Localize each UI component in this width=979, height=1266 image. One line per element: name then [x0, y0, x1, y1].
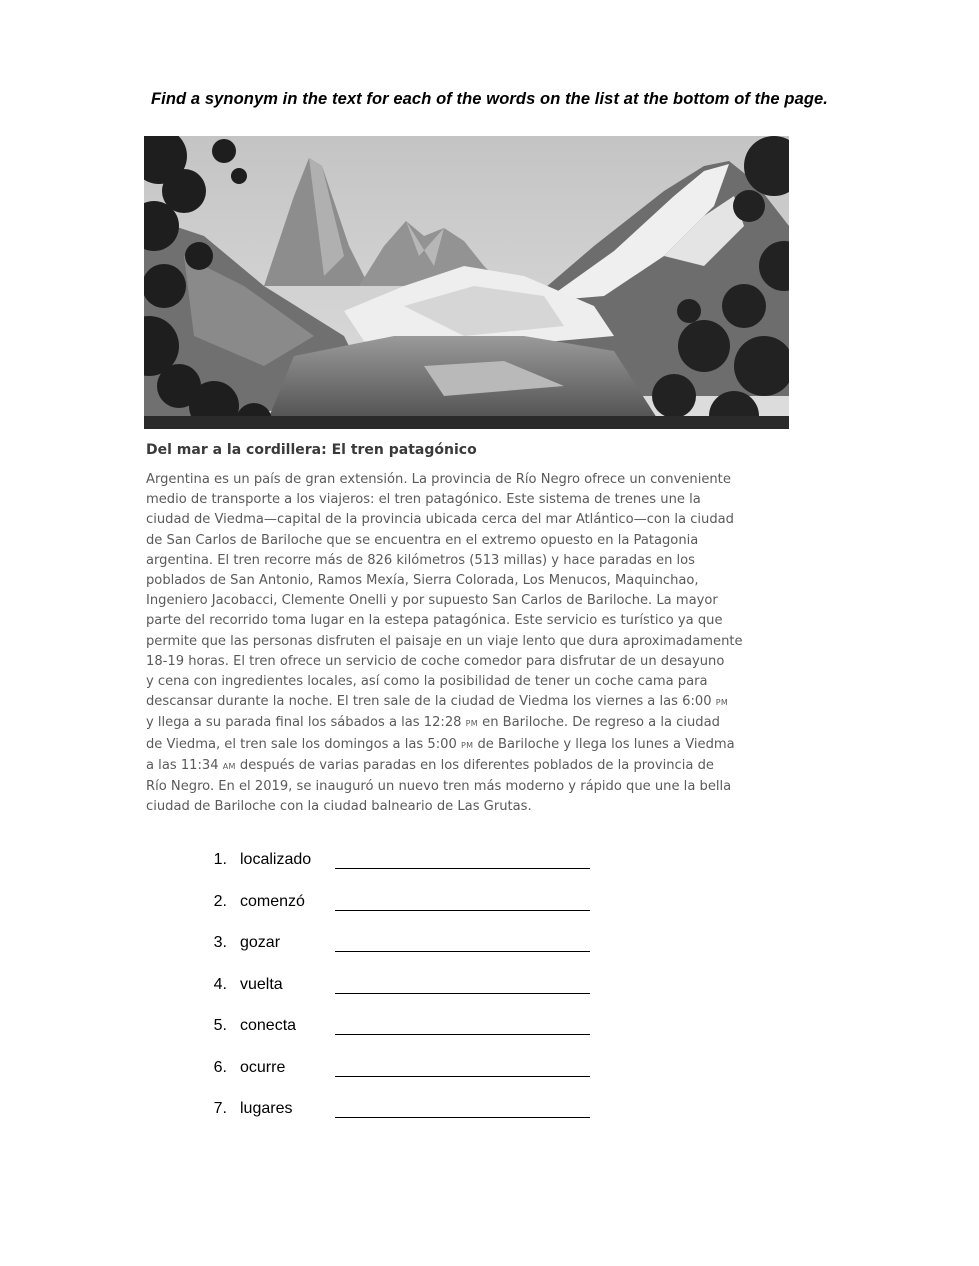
vocab-word: ocurre — [240, 1058, 286, 1076]
answer-blank[interactable] — [335, 951, 590, 952]
vocab-number: 3. — [213, 934, 227, 951]
article-line: medio de transporte a los viajeros: el tren patagónico. Este sistema de trenes une la — [146, 492, 701, 508]
answer-blank[interactable] — [335, 868, 590, 869]
answer-blank[interactable] — [335, 1117, 590, 1118]
article-line: Río Negro. En el 2019, se inauguró un nuevo tren más moderno y rápido que une la bella — [146, 779, 732, 795]
vocab-number: 5. — [213, 1017, 227, 1034]
vocab-word: localizado — [240, 851, 312, 868]
article-line: argentina. El tren recorre más de 826 kilómetros (513 millas) y hace paradas en los — [146, 552, 696, 568]
mountain-photo — [144, 136, 789, 429]
vocab-word: lugares — [240, 1100, 293, 1117]
article-line: poblados de San Antonio, Ramos Mexía, Sierra Colorada, Los Menucos, Maquinchao, — [146, 573, 699, 589]
vocab-word: conecta — [240, 1017, 297, 1034]
article-line: y cena con ingredientes locales, así como la posibilidad de tener un coche cama para — [146, 674, 708, 690]
article-line: ciudad de Bariloche con la ciudad balneario de Las Grutas. — [146, 799, 532, 815]
vocab-number: 6. — [213, 1058, 227, 1076]
article-line: permite que las personas disfruten el paisaje en un viaje lento que dura aproximadamente — [146, 633, 743, 649]
article-line: de San Carlos de Bariloche que se encuentra en el extremo opuesto en la Patagonia — [146, 532, 699, 548]
vocab-word: comenzó — [240, 892, 305, 910]
answer-blank[interactable] — [335, 1034, 590, 1035]
instructions: Find a synonym in the text for each of the words on the list at the bottom of the page. — [151, 90, 828, 108]
answer-blank[interactable] — [335, 993, 590, 994]
article-line: descansar durante la noche. El tren sale de la ciudad de Viedma los viernes a las 6:00 PM — [146, 694, 729, 710]
article-line: ciudad de Viedma—capital de la provincia ubicada cerca del mar Atlántico—con la ciudad — [146, 512, 734, 528]
article-line: Ingeniero Jacobacci, Clemente Onelli y por supuesto San Carlos de Bariloche. La mayor — [146, 593, 718, 609]
article-title: Del mar a la cordillera: El tren patagónico — [146, 442, 477, 458]
vocab-word: gozar — [240, 934, 281, 951]
answer-blank[interactable] — [335, 1076, 590, 1077]
vocab-number: 7. — [213, 1100, 227, 1117]
article-line: y llega a su parada final los sábados a las 12:28 PM en Bariloche. De regreso a la ciudad — [146, 715, 720, 731]
vocab-number: 4. — [213, 975, 227, 993]
article-body — [146, 470, 796, 817]
vocab-number: 2. — [213, 892, 227, 910]
answer-blank[interactable] — [335, 910, 590, 911]
article-line: 18-19 horas. El tren ofrece un servicio de coche comedor para disfrutar de un desayuno — [146, 653, 725, 669]
vocab-word: vuelta — [240, 975, 283, 993]
article-line: parte del recorrido toma lugar en la estepa patagónica. Este servicio es turístico ya que — [146, 613, 723, 629]
article-line: a las 11:34 AM después de varias paradas en los diferentes poblados de la provincia de — [146, 757, 714, 773]
vocab-number: 1. — [213, 851, 227, 868]
article-line: Argentina es un país de gran extensión. La provincia de Río Negro ofrece un conveniente — [146, 472, 731, 487]
article-line: de Viedma, el tren sale los domingos a las 5:00 PM de Bariloche y llega los lunes a Viedma — [146, 736, 735, 752]
